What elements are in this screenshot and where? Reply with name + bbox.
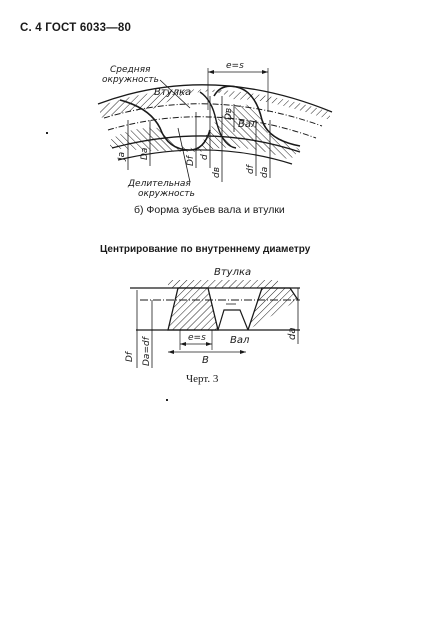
drawing-caption: Черт. 3 [186,373,219,385]
label-df: df [246,165,256,174]
label-Df: Df [186,155,196,166]
label-da-c: da [287,327,298,340]
margin-mark [46,132,48,134]
label-pitch-circle-2: окружность [138,189,195,199]
label-shaft-b: Вал [238,119,258,130]
bush-groove [218,310,248,330]
label-bush-c: Втулка [214,267,252,278]
label-dB: dв [212,166,222,178]
label-es-c: e=s [188,333,206,343]
bush-band [168,280,278,288]
label-da: da [260,166,270,178]
label-Dv: Dв [224,107,234,120]
label-Df-c: Df [125,351,135,362]
page-header: С. 4 ГОСТ 6033—80 [20,22,132,34]
label-bush-b: Втулка [154,87,192,98]
label-Da-df-c: Da=df [142,337,152,366]
shaft-tooth-left [168,288,218,330]
margin-mark [166,399,168,401]
label-pitch-circle-1: Делительная [128,179,191,189]
label-mean-circle-2: окружность [102,75,159,85]
label-Da: Da [140,147,150,160]
label-mean-circle-1: Средняя [110,65,151,75]
label-B-c: B [202,355,209,366]
label-shaft-c: Вал [230,335,250,346]
label-es-b: e=s [226,61,244,71]
section-title: Центрирование по внутреннему диаметру [100,244,311,255]
label-d: d [200,154,210,160]
figure-b-caption: б) Форма зубьев вала и втулки [134,204,285,216]
label-Ja: Ja [117,151,127,160]
shaft-tooth-right [248,288,298,330]
